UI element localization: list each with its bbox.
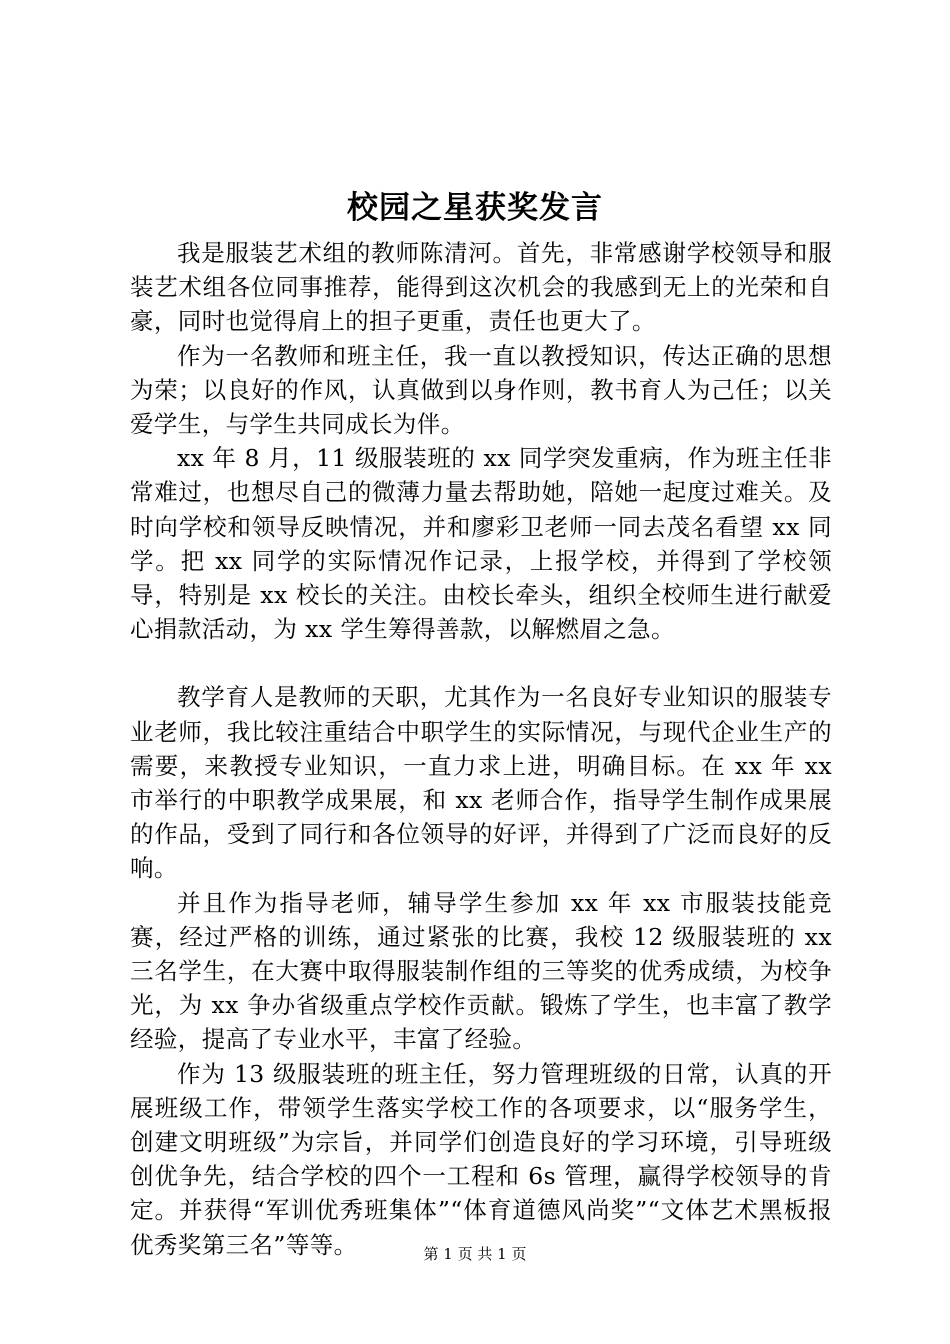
- paragraph-class-management: 作为 13 级服装班的班主任，努力管理班级的日常，认真的开展班级工作，带领学生落实学校工作的各项要求，以“服务学生，创建文明班级”为宗旨，并同学们创造良好的学习环境，引导班级创优争先，结合学校的四个一工程和 6s 管理，赢得学校领导的肯定。并获得“军训优秀班集体”“体育道德风尚奖”“文体艺术黑板报优秀奖第三名”等等。: [130, 1059, 832, 1259]
- paragraph-teacher-role: 作为一名教师和班主任，我一直以教授知识，传达正确的思想为荣；以良好的作风，认真做到以身作则，教书育人为己任；以关爱学生，与学生共同成长为伴。: [130, 341, 832, 439]
- paragraph-competition: 并且作为指导老师，辅导学生参加 xx 年 xx 市服装技能竞赛，经过严格的训练，通过紧张的比赛，我校 12 级服装班的 xx 三名学生，在大赛中取得服装制作组的三等奖的优秀成绩，为校争光，为 xx 争办省级重点学校作贡献。锻炼了学生，也丰富了教学经验，提高了专业水平，丰富了经验。: [130, 888, 832, 1054]
- document-title: 校园之星获奖发言: [347, 190, 603, 226]
- paragraph-teaching: 教学育人是教师的天职，尤其作为一名良好专业知识的服装专业老师，我比较注重结合中职学生的实际情况，与现代企业生产的需要，来教授专业知识，一直力求上进，明确目标。在 xx 年 xx 市举行的中职教学成果展，和 xx 老师合作，指导学生制作成果展的作品，受到了同行和各位领导的好评，并得到了广泛而良好的反响。: [130, 683, 832, 883]
- paragraph-student-illness: xx 年 8 月，11 级服装班的 xx 同学突发重病，作为班主任非常难过，也想尽自己的微薄力量去帮助她，陪她一起度过难关。及时向学校和领导反映情况，并和廖彩卫老师一同去茂名看望 xx 同学。把 xx 同学的实际情况作记录，上报学校，并得到了学校领导，特别是 xx 校长的关注。由校长牵头，组织全校师生进行献爱心捐款活动，为 xx 学生筹得善款，以解燃眉之急。: [130, 444, 832, 644]
- paragraph-intro: 我是服装艺术组的教师陈清河。首先，非常感谢学校领导和服装艺术组各位同事推荐，能得到这次机会的我感到无上的光荣和自豪，同时也觉得肩上的担子更重，责任也更大了。: [130, 239, 832, 336]
- page-footer: 第 1 页 共 1 页: [423, 1245, 527, 1263]
- document-body: [130, 236, 832, 1262]
- paragraph-gap: [130, 646, 832, 680]
